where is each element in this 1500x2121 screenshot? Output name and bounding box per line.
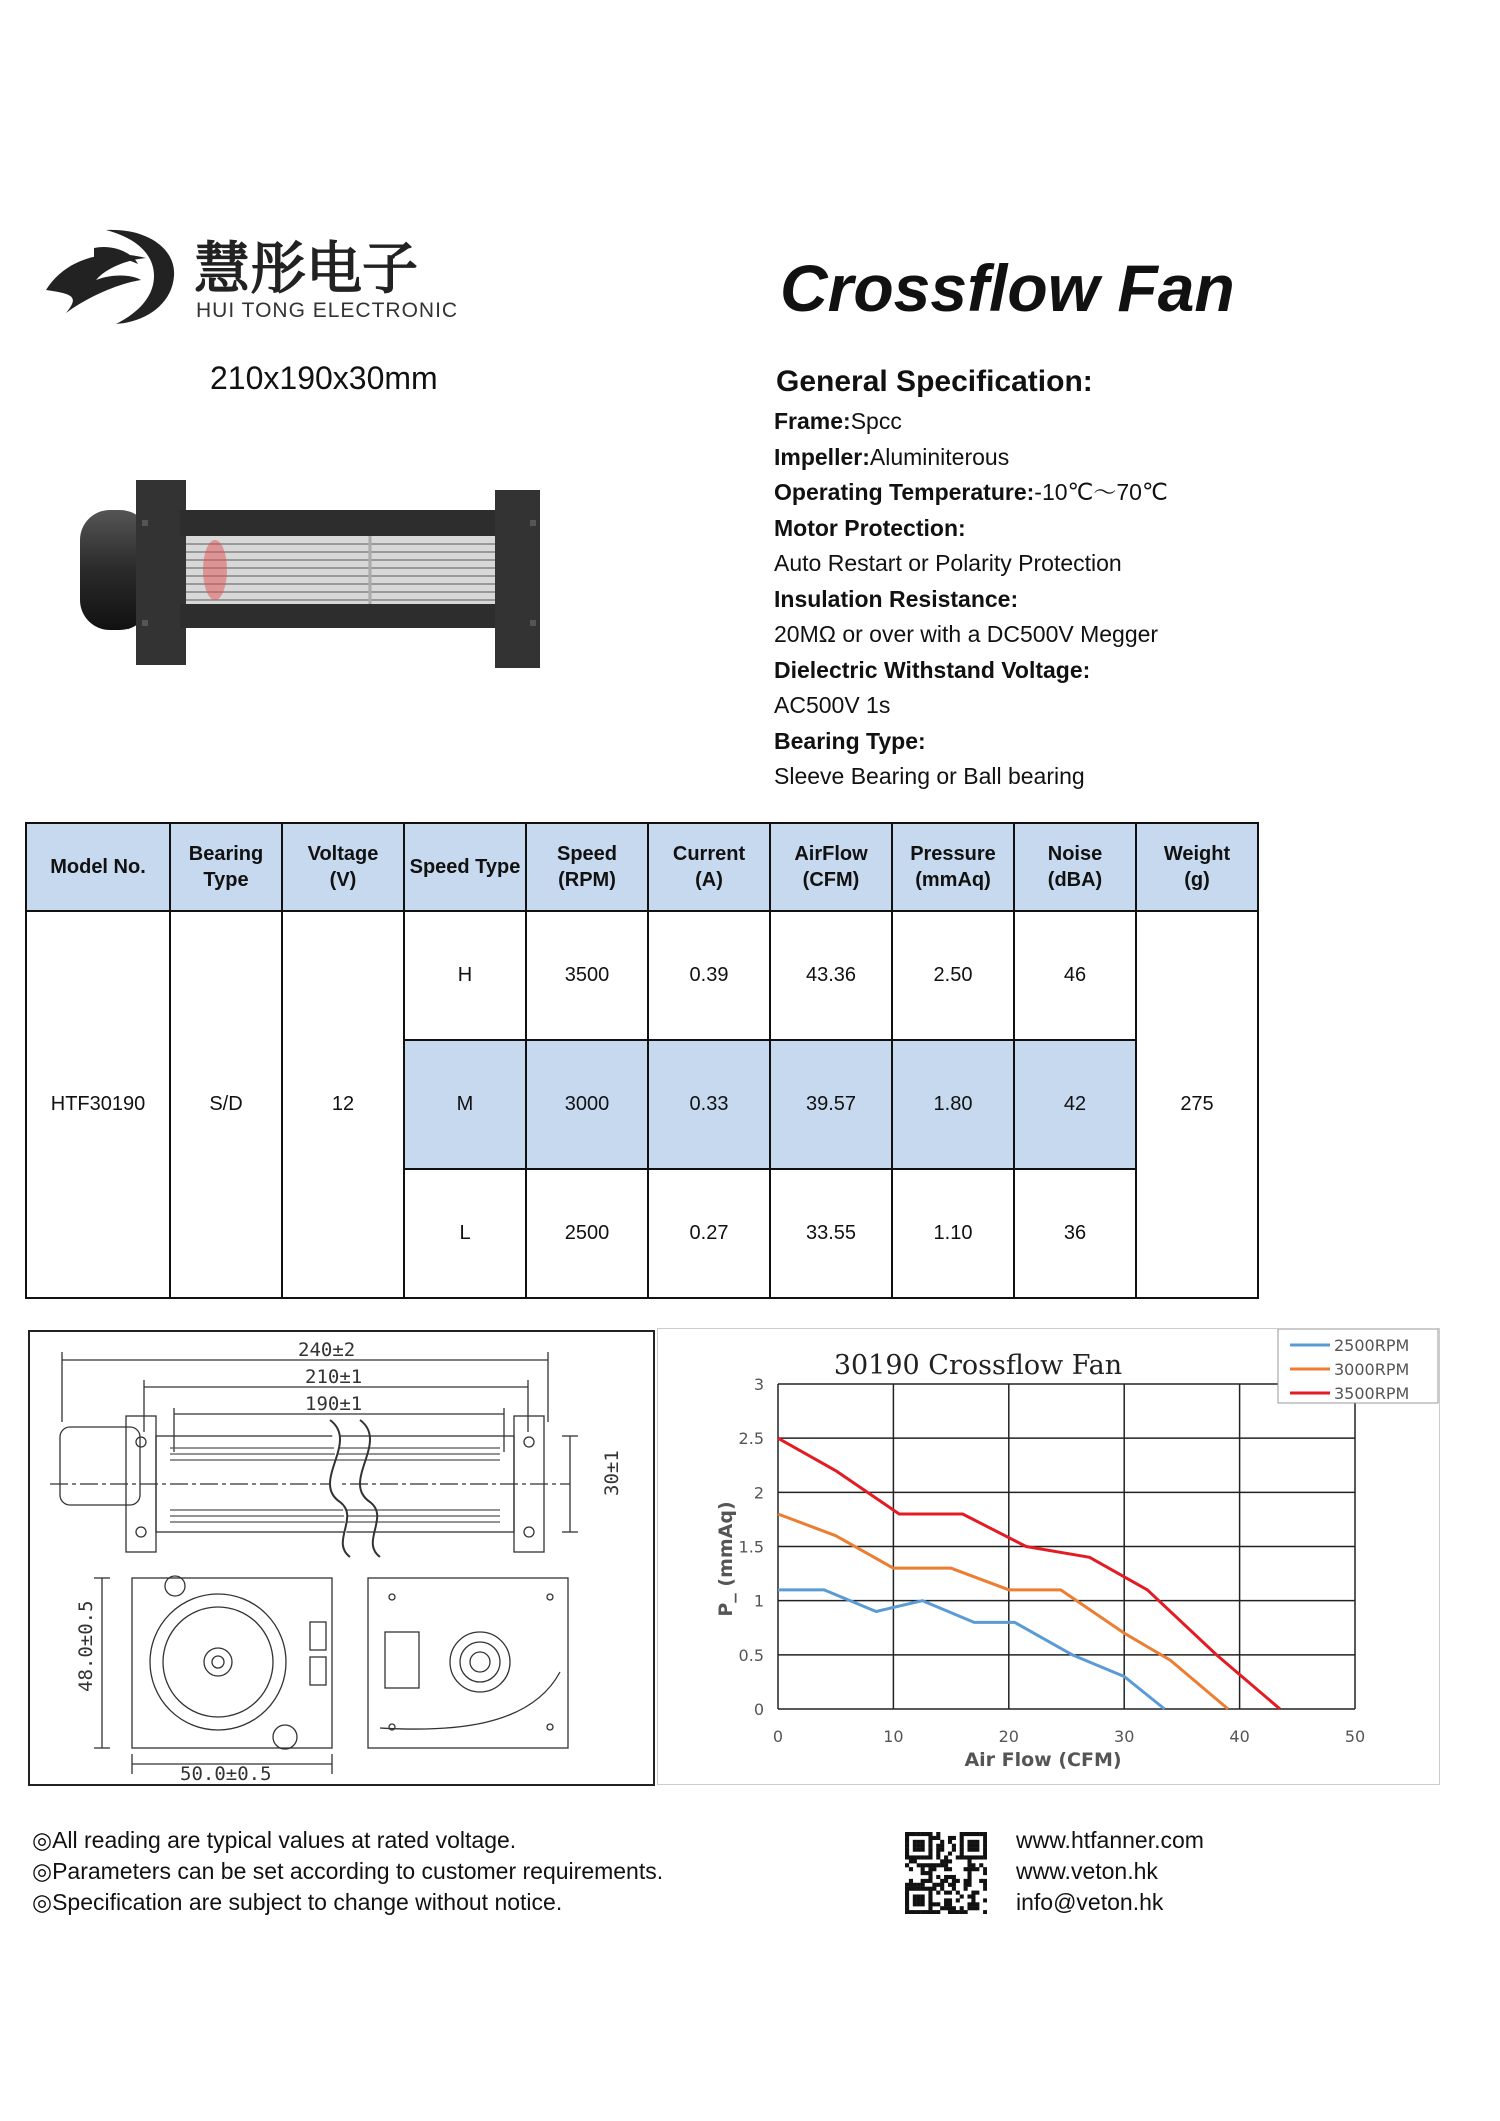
y-tick-label: 2 xyxy=(753,1483,764,1503)
spec-impeller xyxy=(774,440,1334,476)
brand-logo xyxy=(36,218,536,328)
spec-dielectric-label: Dielectric Withstand Voltage: xyxy=(774,656,1091,683)
y-tick-label: 1.5 xyxy=(738,1537,764,1557)
dim-50-label: 50.0±0.5 xyxy=(180,1763,272,1784)
dim-48-label: 48.0±0.5 xyxy=(75,1600,97,1692)
link-email[interactable]: info@veton.hk xyxy=(1016,1889,1164,1915)
note-change-notice: ◎Specification are subject to change without notice. xyxy=(32,1889,563,1915)
header-model: Model No. xyxy=(26,823,170,911)
cell-speed-type: H xyxy=(404,911,526,1040)
cell-airflow: 43.36 xyxy=(770,911,892,1040)
x-tick-label: 30 xyxy=(1114,1727,1135,1746)
header-airflow: AirFlow (CFM) xyxy=(770,823,892,911)
y-tick-label: 0.5 xyxy=(738,1645,764,1665)
dim-240-label: 240±2 xyxy=(298,1339,356,1361)
series-line-3500RPM xyxy=(778,1438,1280,1709)
cell-speed-type: L xyxy=(404,1169,526,1298)
cell-pressure: 2.50 xyxy=(892,911,1014,1040)
spec-impeller-label: Impeller: xyxy=(774,443,870,470)
spec-heading: General Specification: xyxy=(776,365,1093,398)
legend-label: 2500RPM xyxy=(1334,1336,1410,1355)
spec-temperature-value: -10℃～70℃ xyxy=(1034,479,1168,505)
link-htfanner[interactable]: www.htfanner.com xyxy=(1016,1827,1204,1853)
chart-legend xyxy=(1278,1329,1438,1403)
x-tick-label: 40 xyxy=(1229,1727,1250,1746)
dim-210-label: 210±1 xyxy=(305,1366,363,1388)
cell-speed: 2500 xyxy=(526,1169,648,1298)
spec-insulation-label-row xyxy=(774,582,1334,618)
x-tick-label: 10 xyxy=(883,1727,904,1746)
chart-xlabel: Air Flow (CFM) xyxy=(964,1749,1122,1771)
spec-temperature-label: Operating Temperature: xyxy=(774,479,1035,505)
header-voltage: Voltage (V) xyxy=(282,823,404,911)
spec-table xyxy=(25,822,1259,1299)
link-veton[interactable]: www.veton.hk xyxy=(1016,1858,1158,1884)
cell-speed: 3500 xyxy=(526,911,648,1040)
y-tick-label: 2.5 xyxy=(738,1429,764,1449)
cell-current: 0.33 xyxy=(648,1040,770,1169)
cell-bearing: S/D xyxy=(170,911,282,1298)
performance-chart xyxy=(657,1328,1440,1785)
legend-label: 3000RPM xyxy=(1334,1360,1410,1379)
contact-links xyxy=(1016,1825,1204,1918)
brand-name-cn: 慧彤电子 xyxy=(194,237,418,302)
spec-insulation-label: Insulation Resistance: xyxy=(774,585,1019,612)
spec-insulation-value: 20MΩ or over with a DC500V Megger xyxy=(774,621,1159,647)
cell-airflow: 33.55 xyxy=(770,1169,892,1298)
cell-noise: 42 xyxy=(1014,1040,1136,1169)
logo-mark-icon xyxy=(46,230,174,324)
general-specification xyxy=(774,362,1334,795)
cell-pressure: 1.10 xyxy=(892,1169,1014,1298)
y-tick-label: 3 xyxy=(753,1375,764,1394)
spec-motor-value: Auto Restart or Polarity Protection xyxy=(774,550,1122,576)
table-row xyxy=(26,911,1258,1040)
cell-weight: 275 xyxy=(1136,911,1258,1298)
spec-frame xyxy=(774,404,1334,440)
cell-noise: 46 xyxy=(1014,911,1136,1040)
note-typical-values: ◎All reading are typical values at rated voltage. xyxy=(32,1827,517,1853)
spec-bearing-label-row xyxy=(774,724,1334,760)
note-parameters: ◎Parameters can be set according to customer requirements. xyxy=(32,1858,664,1884)
y-tick-label: 0 xyxy=(753,1700,764,1719)
header-speed-type: Speed Type xyxy=(404,823,526,911)
header-noise: Noise (dBA) xyxy=(1014,823,1136,911)
x-tick-label: 50 xyxy=(1344,1727,1366,1746)
chart-ylabel: P_ (mmAq) xyxy=(715,1501,737,1617)
header-current: Current (A) xyxy=(648,823,770,911)
header-speed: Speed (RPM) xyxy=(526,823,648,911)
spec-motor-label: Motor Protection: xyxy=(774,514,966,541)
footer-notes xyxy=(32,1825,663,1918)
qr-code-icon xyxy=(905,1832,987,1914)
cell-current: 0.27 xyxy=(648,1169,770,1298)
header-weight: Weight (g) xyxy=(1136,823,1258,911)
spec-temperature xyxy=(774,475,1334,511)
cell-pressure: 1.80 xyxy=(892,1040,1014,1169)
spec-impeller-value: Aluminiterous xyxy=(869,443,1010,470)
pq-curve-chart xyxy=(658,1329,1439,1784)
cell-speed-type: M xyxy=(404,1040,526,1169)
fan-dimensions: 210x190x30mm xyxy=(210,360,438,396)
cell-voltage: 12 xyxy=(282,911,404,1298)
cell-noise: 36 xyxy=(1014,1169,1136,1298)
spec-dielectric-label-row xyxy=(774,653,1334,689)
dimension-drawing xyxy=(28,1330,655,1786)
table-header-row xyxy=(26,823,1258,911)
spec-bearing-value: Sleeve Bearing or Ball bearing xyxy=(774,763,1085,789)
legend-label: 3500RPM xyxy=(1334,1384,1410,1403)
page-title: Crossflow Fan xyxy=(780,251,1235,325)
dim-30-label: 30±1 xyxy=(601,1450,623,1496)
y-tick-label: 1 xyxy=(753,1591,764,1611)
series-line-2500RPM xyxy=(778,1590,1165,1709)
fan-product-image xyxy=(80,480,640,680)
spec-dielectric-value: AC500V 1s xyxy=(774,692,891,718)
header-bearing: Bearing Type xyxy=(170,823,282,911)
dim-190-label: 190±1 xyxy=(305,1393,363,1415)
cell-speed: 3000 xyxy=(526,1040,648,1169)
x-tick-label: 20 xyxy=(998,1727,1019,1746)
spec-frame-value: Spcc xyxy=(850,408,902,434)
cell-model: HTF30190 xyxy=(26,911,170,1298)
header-pressure: Pressure (mmAq) xyxy=(892,823,1014,911)
spec-motor-label-row xyxy=(774,511,1334,547)
chart-title: 30190 Crossflow Fan xyxy=(833,1350,1123,1381)
series-line-3000RPM xyxy=(778,1514,1228,1709)
x-tick-label: 0 xyxy=(772,1727,784,1746)
spec-bearing-label: Bearing Type: xyxy=(774,727,926,754)
cell-airflow: 39.57 xyxy=(770,1040,892,1169)
spec-frame-label: Frame: xyxy=(774,408,851,434)
brand-name-en: HUI TONG ELECTRONIC xyxy=(196,299,459,322)
cell-current: 0.39 xyxy=(648,911,770,1040)
